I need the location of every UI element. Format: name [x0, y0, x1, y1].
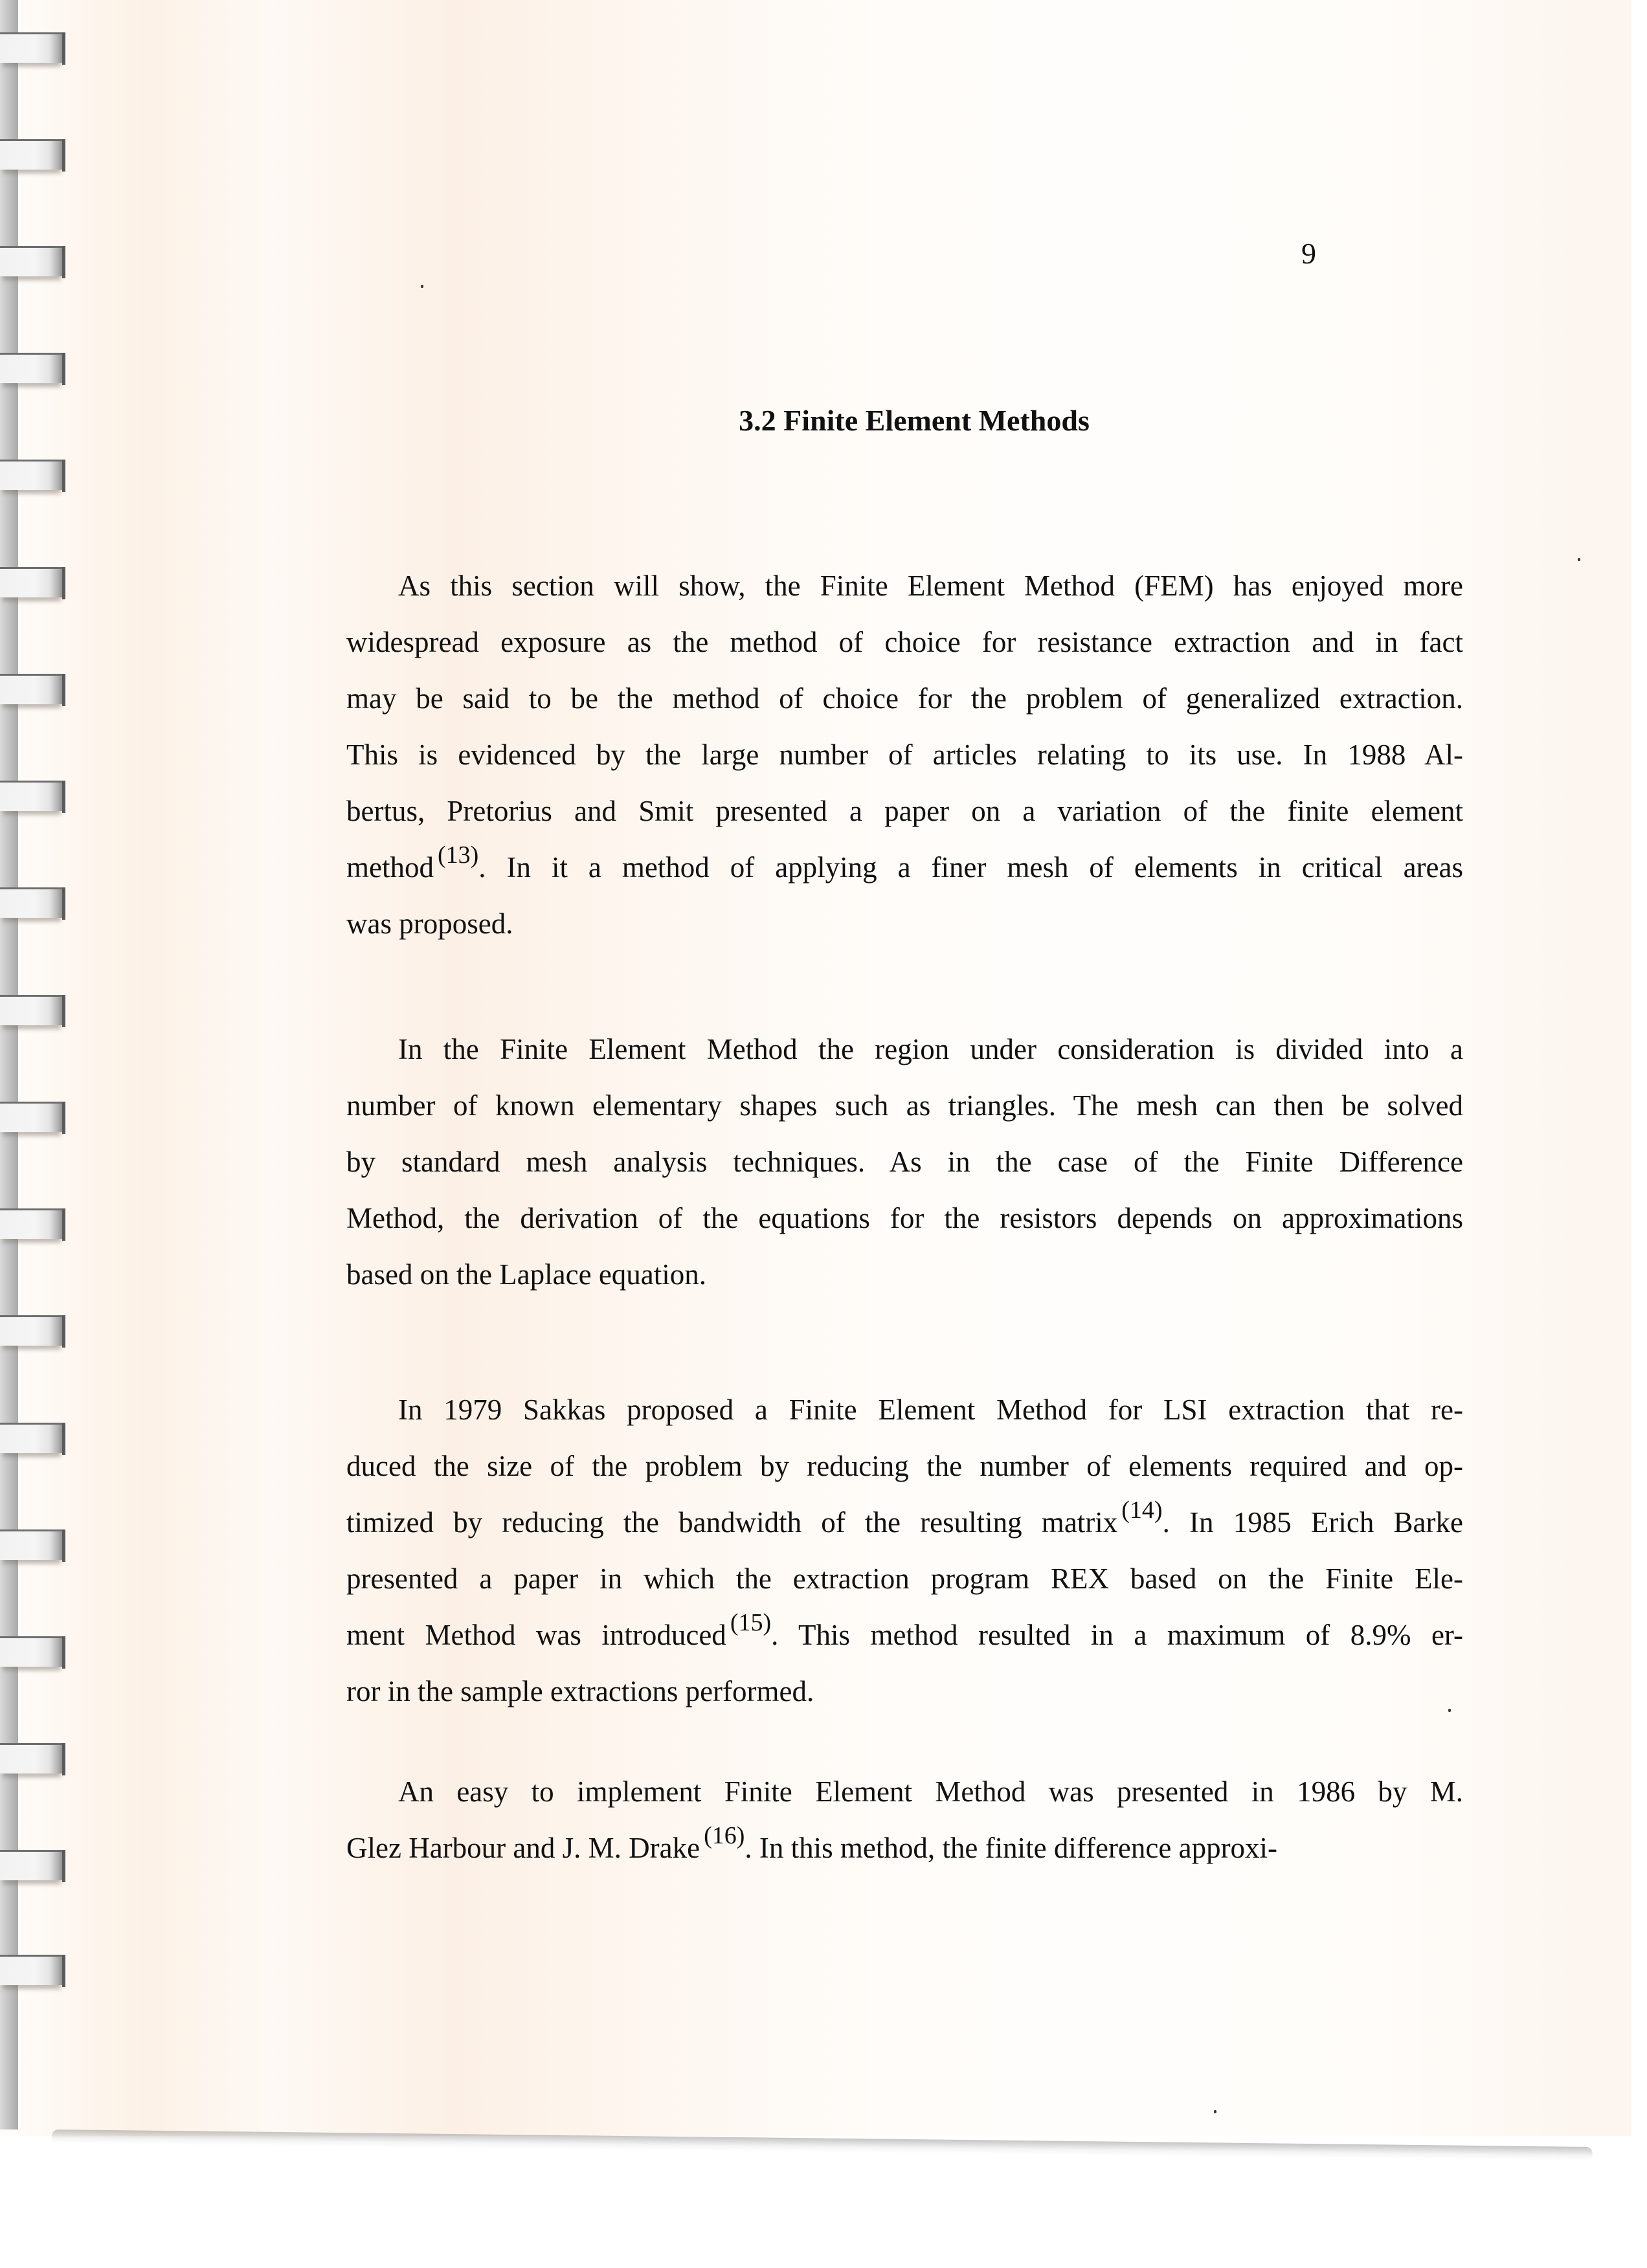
text-line [346, 1663, 1463, 1720]
text-line [346, 1820, 1463, 1876]
text-segment: Method, the derivation of the equations for the resistors depends on approximations [346, 1202, 1463, 1234]
text-line-content [398, 1764, 1463, 1820]
paragraph [346, 1382, 1463, 1720]
text-line-content [346, 1820, 1463, 1878]
binding-loop [0, 460, 63, 490]
scan-background [0, 2144, 1647, 2268]
text-segment: In 1979 Sakkas proposed a Finite Element Method for LSI extraction that re- [398, 1394, 1463, 1426]
comb-binding [0, 0, 71, 2136]
text-line [346, 1021, 1463, 1078]
text-segment: based on the Laplace equation. [346, 1258, 707, 1291]
text-segment: . In this method, the finite difference approxi- [745, 1832, 1278, 1864]
binding-loop [0, 32, 63, 63]
text-segment: timized by reducing the bandwidth of the resulting matrix [346, 1506, 1118, 1539]
binding-loop [0, 246, 63, 276]
binding-loop [0, 1850, 63, 1880]
text-line-content [346, 1438, 1463, 1495]
text-line [346, 1607, 1463, 1663]
text-segment: . This method resulted in a maximum of 8.9% er- [771, 1619, 1463, 1651]
text-segment: bertus, Pretorius and Smit presented a paper on a variation of the finite element [346, 795, 1463, 827]
paragraph [346, 1764, 1463, 1876]
binding-loop [0, 1208, 63, 1239]
text-line [346, 727, 1463, 783]
binding-loop [0, 1743, 63, 1773]
citation-reference: (13) [437, 841, 479, 869]
text-segment: was proposed. [346, 907, 513, 940]
paragraph [346, 1021, 1463, 1303]
text-line-content [398, 558, 1463, 614]
binding-loop [0, 1636, 63, 1667]
text-line-content [346, 783, 1463, 839]
text-segment: number of known elementary shapes such as triangles. The mesh can then be solved [346, 1089, 1463, 1122]
citation-reference: (14) [1121, 1496, 1163, 1524]
binding-loop [0, 674, 63, 704]
text-line [346, 558, 1463, 614]
text-line [346, 1382, 1463, 1438]
text-segment: ment Method was introduced [346, 1619, 726, 1651]
scan-speck [1578, 558, 1580, 561]
text-line-content [398, 1382, 1463, 1438]
text-line-content [346, 1078, 1463, 1134]
binding-loop [0, 139, 63, 170]
text-line-content [346, 614, 1463, 671]
text-line-content [346, 1495, 1463, 1553]
text-line [346, 1078, 1463, 1134]
text-line-content [346, 1607, 1463, 1665]
text-line-content [346, 1663, 1463, 1720]
text-segment: An easy to implement Finite Element Method was presented in 1986 by M. [398, 1775, 1463, 1808]
scan-speck [1214, 2110, 1216, 2113]
text-segment: . In 1985 Erich Barke [1162, 1506, 1463, 1539]
text-line-content [398, 1021, 1463, 1078]
binding-loop [0, 353, 63, 383]
text-line [346, 1190, 1463, 1247]
text-line-content [346, 671, 1463, 727]
binding-loop [0, 567, 63, 597]
text-line-content [346, 727, 1463, 783]
text-line-content [346, 1247, 1463, 1303]
text-segment: may be said to be the method of choice for the problem of generalized extraction. [346, 682, 1463, 715]
binding-loop [0, 1315, 63, 1346]
text-line [346, 614, 1463, 671]
binding-loop [0, 1102, 63, 1132]
binding-spine [0, 0, 18, 2129]
text-segment: method [346, 851, 434, 884]
paragraph [346, 558, 1463, 952]
binding-loop [0, 1529, 63, 1560]
text-segment: . In it a method of applying a finer mesh of elements in critical areas [478, 851, 1463, 884]
binding-loop [0, 887, 63, 918]
text-segment: by standard mesh analysis techniques. As in the case of the Finite Difference [346, 1146, 1463, 1178]
text-line-content [346, 1190, 1463, 1247]
text-segment: Glez Harbour and J. M. Drake [346, 1832, 700, 1864]
binding-loop [0, 1955, 63, 1985]
text-line-content [346, 1551, 1463, 1607]
binding-loop [0, 781, 63, 811]
text-segment: presented a paper in which the extraction program REX based on the Finite Ele- [346, 1562, 1463, 1595]
text-line-content [346, 896, 1463, 952]
citation-reference: (15) [730, 1609, 772, 1636]
text-segment: This is evidenced by the large number of articles relating to its use. In 1988 Al- [346, 739, 1463, 771]
binding-loop [0, 1423, 63, 1453]
text-segment: ror in the sample extractions performed. [346, 1675, 814, 1707]
text-line-content [346, 1134, 1463, 1190]
text-line [346, 1495, 1463, 1551]
text-segment: duced the size of the problem by reducing the number of elements required and op- [346, 1450, 1463, 1482]
text-line [346, 1247, 1463, 1303]
text-segment: widespread exposure as the method of choice for resistance extraction and in fact [346, 626, 1463, 658]
text-line [346, 896, 1463, 952]
text-line-content [346, 839, 1463, 898]
text-line [346, 1551, 1463, 1607]
text-line [346, 671, 1463, 727]
text-segment: In the Finite Element Method the region under consideration is divided into a [398, 1033, 1463, 1065]
page-number: 9 [1301, 237, 1316, 270]
text-line [346, 839, 1463, 896]
text-line [346, 1764, 1463, 1820]
section-title: 3.2 Finite Element Methods [739, 404, 1090, 437]
citation-reference: (16) [704, 1822, 745, 1849]
text-line [346, 783, 1463, 839]
text-line [346, 1438, 1463, 1495]
scan-speck [421, 285, 423, 288]
text-line [346, 1134, 1463, 1190]
text-segment: As this section will show, the Finite Element Method (FEM) has enjoyed more [398, 570, 1463, 602]
binding-loop [0, 995, 63, 1025]
